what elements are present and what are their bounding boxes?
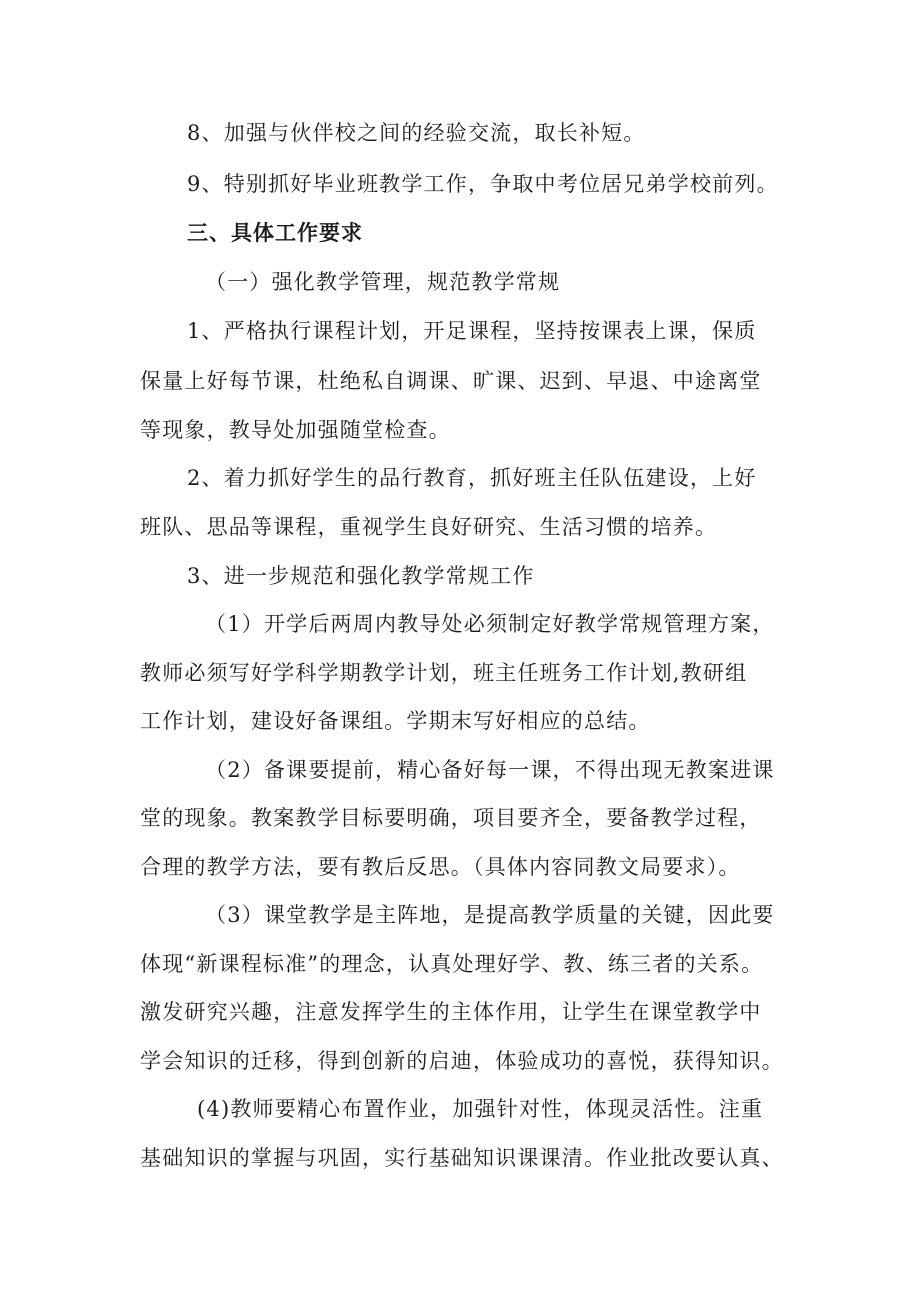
- item-3-line-1: （3）课堂教学是主阵地，是提高教学质量的关键，因此要: [205, 903, 775, 927]
- paragraph-2-line-2: 班队、思品等课程，重视学生良好研究、生活习惯的培养。: [140, 515, 718, 539]
- item-1-line-2: 教师必须写好学科学期教学计划，班主任班务工作计划,教研组: [140, 661, 748, 685]
- list-item-8: 8、加强与伙伴校之间的经验交流，取长补短。: [187, 121, 646, 145]
- paragraph-2-line-1: 2、着力抓好学生的品行教育，抓好班主任队伍建设，上好: [187, 466, 757, 490]
- item-3-line-2: 体现“新课程标准”的理念，认真处理好学、教、练三者的关系。: [140, 952, 764, 976]
- item-1-line-3: 工作计划，建设好备课组。学期末写好相应的总结。: [140, 709, 651, 733]
- paragraph-1-line-1: 1、严格执行课程计划，开足课程，坚持按课表上课，保质: [187, 319, 757, 343]
- item-4-line-2: 基础知识的掌握与巩固，实行基础知识课课清。作业批改要认真、: [140, 1146, 784, 1170]
- paragraph-3-heading: 3、进一步规范和强化教学常规工作: [187, 564, 535, 588]
- item-3-line-3: 激发研究兴趣，注意发挥学生的主体作用，让学生在课堂教学中: [140, 1000, 762, 1024]
- list-item-9: 9、特别抓好毕业班教学工作，争取中考位居兄弟学校前列。: [187, 172, 779, 196]
- paragraph-1-line-2: 保量上好每节课，杜绝私自调课、旷课、迟到、早退、中途离堂: [140, 369, 762, 393]
- item-2-line-3: 合理的教学方法，要有教后反思。（具体内容同教文局要求）。: [140, 855, 741, 879]
- item-2-line-2: 堂的现象。教案教学目标要明确，项目要齐全，要备教学过程，: [140, 806, 762, 830]
- item-3-line-4: 学会知识的迁移，得到创新的启迪，体验成功的喜悦，获得知识。: [140, 1049, 784, 1073]
- paragraph-1-line-3: 等现象，教导处加强随堂检查。: [140, 418, 451, 442]
- section-heading: 三、具体工作要求: [187, 221, 363, 245]
- item-1-line-1: （1）开学后两周内教导处必须制定好教学常规管理方案，: [205, 612, 775, 636]
- item-4-line-1: (4)教师要精心布置作业，加强针对性，体现灵活性。注重: [197, 1097, 764, 1121]
- subsection-heading: （一）强化教学管理，规范教学常规: [205, 270, 561, 294]
- item-2-line-1: （2）备课要提前，精心备好每一课，不得出现无教案进课: [205, 758, 775, 782]
